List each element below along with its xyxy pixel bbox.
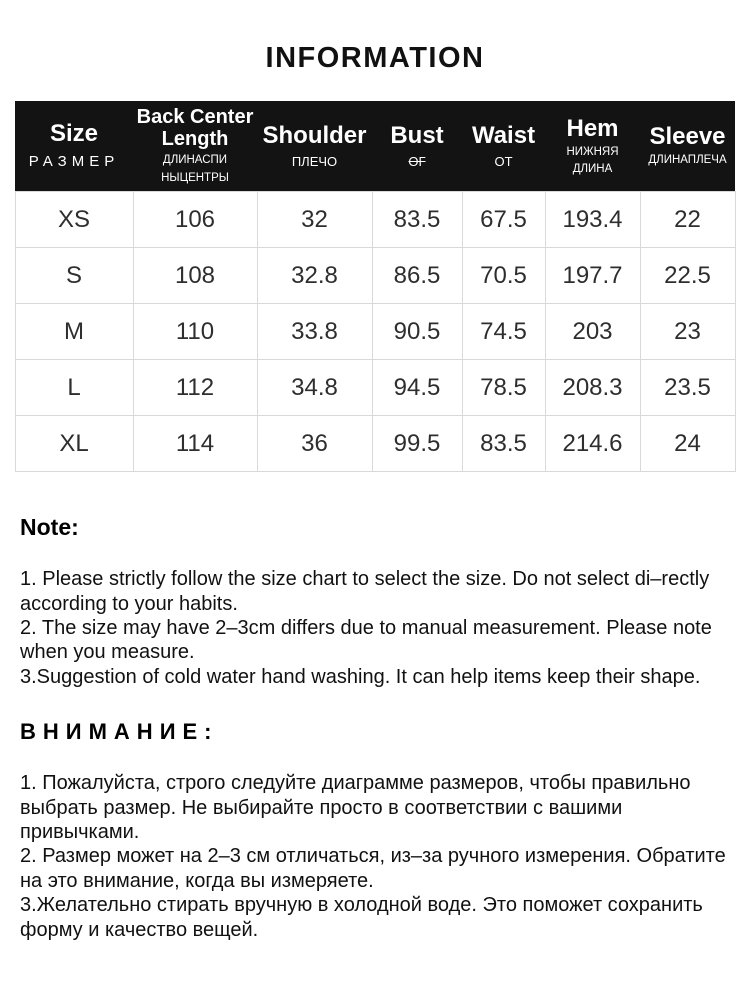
note-body-en xyxy=(20,567,730,689)
value-cell: 23 xyxy=(640,304,735,360)
note-item-en-3: 3.Suggestion of cold water hand washing. It can help items keep their shape. xyxy=(20,665,701,688)
value-cell: 67.5 xyxy=(462,192,545,248)
header-shoulder xyxy=(257,101,372,192)
header-bust-en: Bust xyxy=(390,121,444,149)
size-label: M xyxy=(15,304,133,360)
value-cell: 86.5 xyxy=(372,248,462,304)
value-cell: 33.8 xyxy=(257,304,372,360)
note-item-ru-2: 2. Размер может на 2–3 см отличаться, из–за ручного измерения. Обратите на это внимание, когда вы измеряете. xyxy=(20,845,726,892)
header-bust xyxy=(372,101,462,192)
value-cell: 110 xyxy=(133,304,257,360)
value-cell: 83.5 xyxy=(462,416,545,472)
page-title: INFORMATION xyxy=(265,42,485,74)
header-row xyxy=(15,101,735,192)
note-item-en-2: 2. The size may have 2–3cm differs due to manual measurement. Please note when you measure. xyxy=(20,617,712,664)
value-cell: 112 xyxy=(133,360,257,416)
value-cell: 74.5 xyxy=(462,304,545,360)
header-shoulder-ru: ПЛЕЧО xyxy=(291,154,338,170)
value-cell: 22.5 xyxy=(640,248,735,304)
notes-section xyxy=(20,514,730,942)
value-cell: 78.5 xyxy=(462,360,545,416)
note-item-ru-3: 3.Желательно стирать вручную в холодной воде. Это поможет сохранить форму и качество вещей. xyxy=(20,894,703,941)
value-cell: 36 xyxy=(257,416,372,472)
header-waist xyxy=(462,101,545,192)
value-cell: 203 xyxy=(545,304,640,360)
header-bcl-en-line1: Back Center xyxy=(136,106,254,128)
value-cell: 32.8 xyxy=(257,248,372,304)
note-heading-ru: ВНИМАНИЕ: xyxy=(20,719,219,745)
value-cell: 32 xyxy=(257,192,372,248)
size-label: XS xyxy=(15,192,133,248)
value-cell: 106 xyxy=(133,192,257,248)
header-size-ru: РАЗМЕР xyxy=(28,153,120,171)
value-cell: 94.5 xyxy=(372,360,462,416)
value-cell: 197.7 xyxy=(545,248,640,304)
header-waist-ru: ОТ xyxy=(494,154,513,170)
table-row-s xyxy=(15,248,735,304)
table-row-m xyxy=(15,304,735,360)
table-row-xs xyxy=(15,192,735,248)
note-item-ru-1: 1. Пожалуйста, строго следуйте диаграмме размеров, чтобы правильно выбрать размер. Не выбирайте просто в соответствии с вашими привычками. xyxy=(20,772,691,844)
header-bcl-ru-line1: ДЛИНАСПИ xyxy=(162,154,228,167)
header-back-center-length xyxy=(133,101,257,192)
header-hem-ru-line2: ДЛИНА xyxy=(572,163,613,176)
header-hem-ru-line1: НИЖНЯЯ xyxy=(566,145,619,158)
header-bcl-ru-line2: НЫЦЕНТРЫ xyxy=(161,171,229,184)
value-cell: 208.3 xyxy=(545,360,640,416)
table-row-l xyxy=(15,360,735,416)
header-hem-en: Hem xyxy=(566,114,619,142)
header-sleeve-ru: ДЛИНАПЛЕЧА xyxy=(648,154,727,167)
value-cell: 83.5 xyxy=(372,192,462,248)
value-cell: 108 xyxy=(133,248,257,304)
header-shoulder-en: Shoulder xyxy=(262,121,367,149)
note-body-ru xyxy=(20,771,730,942)
value-cell: 193.4 xyxy=(545,192,640,248)
value-cell: 23.5 xyxy=(640,360,735,416)
header-bust-ru: ОГ xyxy=(408,154,426,170)
size-chart-table xyxy=(15,101,736,472)
size-label: S xyxy=(15,248,133,304)
value-cell: 114 xyxy=(133,416,257,472)
value-cell: 70.5 xyxy=(462,248,545,304)
header-sleeve xyxy=(640,101,735,192)
size-chart-header xyxy=(15,101,735,192)
header-hem xyxy=(545,101,640,192)
value-cell: 22 xyxy=(640,192,735,248)
value-cell: 90.5 xyxy=(372,304,462,360)
size-label: XL xyxy=(15,416,133,472)
value-cell: 214.6 xyxy=(545,416,640,472)
header-sleeve-en: Sleeve xyxy=(649,123,726,151)
header-waist-en: Waist xyxy=(471,121,536,149)
size-chart-body xyxy=(15,192,735,472)
value-cell: 99.5 xyxy=(372,416,462,472)
header-size-en: Size xyxy=(49,120,99,148)
header-size xyxy=(15,101,133,192)
note-item-en-1: 1. Please strictly follow the size chart to select the size. Do not select di–rectly according to your habits. xyxy=(20,568,710,615)
value-cell: 34.8 xyxy=(257,360,372,416)
value-cell: 24 xyxy=(640,416,735,472)
header-bcl-en-line2: Length xyxy=(161,127,229,150)
table-row-xl xyxy=(15,416,735,472)
note-heading-en: Note: xyxy=(20,514,79,541)
size-label: L xyxy=(15,360,133,416)
